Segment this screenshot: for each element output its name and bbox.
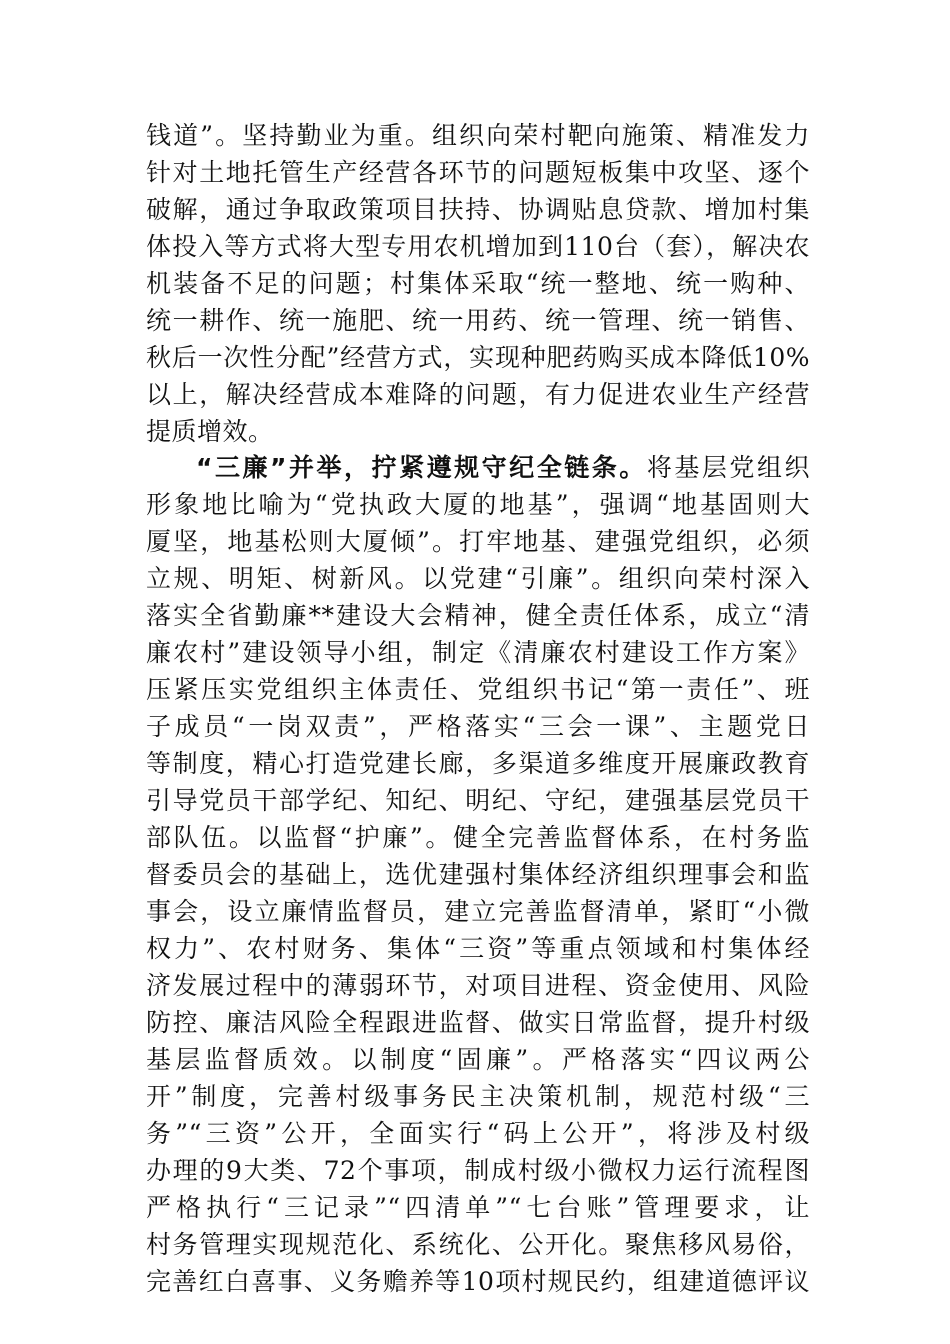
text-line: 督委员会的基础上，选优建强村集体经济组织理事会和监 — [146, 860, 810, 889]
text-line: 立规、明矩、树新风。以党建“引廉”。组织向荣村深入 — [146, 564, 810, 593]
text-span: 将基层党组织 — [646, 453, 810, 482]
text-line: 以上，解决经营成本难降的问题，有力促进农业生产经营 — [146, 380, 810, 409]
text-line: 严格执行“三记录”“四清单”“七台账”管理要求，让 — [146, 1193, 810, 1222]
paragraph-first-line — [146, 449, 810, 486]
text-line: 廉农村”建设领导小组，制定《清廉农村建设工作方案》 — [146, 638, 810, 667]
text-line: 统一耕作、统一施肥、统一用药、统一管理、统一销售、 — [146, 306, 810, 335]
text-line: 体投入等方式将大型专用农机增加到110台（套），解决农 — [146, 232, 810, 261]
text-line: 针对土地托管生产经营各环节的问题短板集中攻坚、逐个 — [146, 158, 810, 187]
text-line: 机装备不足的问题；村集体采取“统一整地、统一购种、 — [146, 269, 810, 298]
text-line: 完善红白喜事、义务赡养等10项村规民约，组建道德评议 — [146, 1267, 810, 1296]
text-line: 秋后一次性分配”经营方式，实现种肥药购买成本降低10% — [146, 343, 810, 372]
text-line: 钱道”。坚持勤业为重。组织向荣村靶向施策、精准发力 — [146, 121, 810, 150]
text-line: 压紧压实党组织主体责任、党组织书记“第一责任”、班 — [146, 675, 810, 704]
text-line: 权力”、农村财务、集体“三资”等重点领域和村集体经 — [146, 934, 810, 963]
text-line: 子成员“一岗双责”，严格落实“三会一课”、主题党日 — [146, 712, 810, 741]
text-line: 事会，设立廉情监督员，建立完善监督清单，紧盯“小微 — [146, 897, 810, 926]
text-line: 务”“三资”公开，全面实行“码上公开”，将涉及村级 — [146, 1119, 810, 1148]
text-line: 开”制度，完善村级事务民主决策机制，规范村级“三 — [146, 1082, 810, 1111]
text-line: 引导党员干部学纪、知纪、明纪、守纪，建强基层党员干 — [146, 786, 810, 815]
text-line: 落实全省勤廉**建设大会精神，健全责任体系，成立“清 — [146, 601, 810, 630]
text-line: 形象地比喻为“党执政大厦的地基”，强调“地基固则大 — [146, 490, 810, 519]
paragraph-2 — [146, 449, 810, 1300]
text-line: 破解，通过争取政策项目扶持、协调贴息贷款、增加村集 — [146, 195, 810, 224]
text-line: 防控、廉洁风险全程跟进监督、做实日常监督，提升村级 — [146, 1008, 810, 1037]
text-line: 等制度，精心打造党建长廊，多渠道多维度开展廉政教育 — [146, 749, 810, 778]
text-line: 办理的9大类、72个事项，制成村级小微权力运行流程图 — [146, 1156, 810, 1185]
text-line: 村务管理实现规范化、系统化、公开化。聚焦移风易俗， — [146, 1230, 810, 1259]
text-line: 提质增效。 — [146, 417, 274, 446]
paragraph-1 — [146, 117, 810, 450]
text-line: 厦坚，地基松则大厦倾”。打牢地基、建强党组织，必须 — [146, 527, 810, 556]
text-line: 济发展过程中的薄弱环节，对项目进程、资金使用、风险 — [146, 971, 810, 1000]
text-line: 基层监督质效。以制度“固廉”。严格落实“四议两公 — [146, 1045, 810, 1074]
text-line: 部队伍。以监督“护廉”。健全完善监督体系，在村务监 — [146, 823, 810, 852]
paragraph-heading: “三廉”并举，拧紧遵规守纪全链条。 — [196, 453, 647, 482]
